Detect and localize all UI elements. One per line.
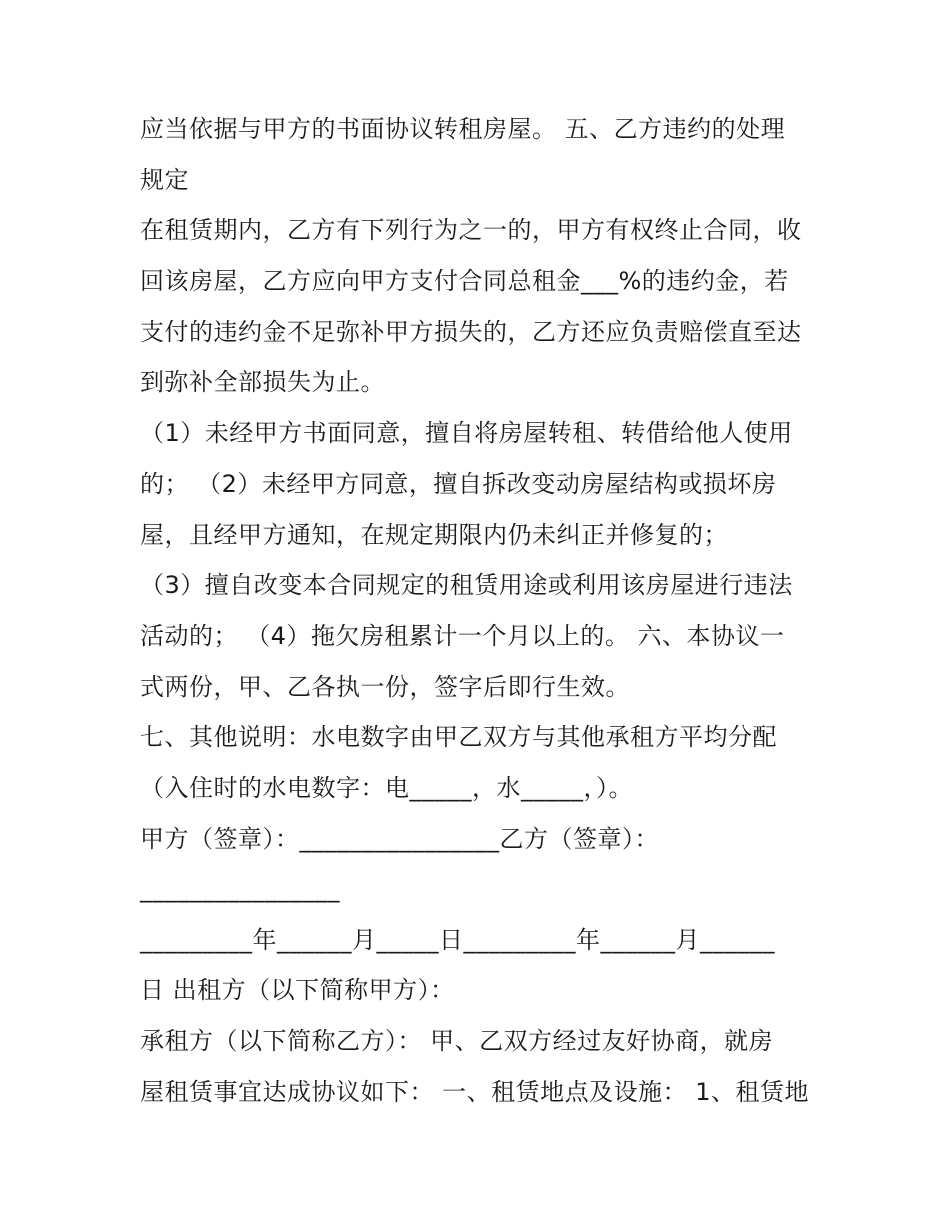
text-line: 承租方（以下简称乙方）： 甲、乙双方经过友好协商，就房 [140,1027,774,1055]
text-line: 的； （2）未经甲方同意，擅自拆改变动房屋结构或损坏房 [140,470,777,498]
text-line: 规定 [140,166,189,194]
text-line: 日 出租方（以下简称甲方）： [140,976,455,1004]
text-line: 屋租赁事宜达成协议如下： 一、租赁地点及设施： 1、租赁地 [140,1078,810,1106]
signature-line: ________________ [140,875,340,903]
text-line: 到弥补全部损失为止。 [140,368,385,396]
text-line: 屋，且经甲方通知，在规定期限内仍未纠正并修复的； [140,521,728,549]
text-line: （3）擅自改变本合同规定的租赁用途或利用该房屋进行违法 [140,571,793,599]
text-line: 回该房屋，乙方应向甲方支付合同总租金___%的违约金，若 [140,267,789,295]
text-line: 七、其他说明：水电数字由甲乙双方与其他承租方平均分配 [140,723,777,751]
text-line: 支付的违约金不足弥补甲方损失的，乙方还应负责赔偿直至达 [140,318,802,346]
text-line: 活动的； （4）拖欠房租累计一个月以上的。 六、本协议一 [140,622,785,650]
date-line: _________年______月_____日_________年______月______ [140,926,775,954]
text-line: 在租赁期内，乙方有下列行为之一的，甲方有权终止合同，收 [140,216,802,244]
text-line: （1）未经甲方书面同意，擅自将房屋转租、转借给他人使用 [140,419,793,447]
text-line: （入住时的水电数字：电_____，水_____，）。 [140,774,633,802]
signature-line: 甲方（签章）：________________乙方（签章）： [140,825,659,853]
text-line: 应当依据与甲方的书面协议转租房屋。 五、乙方违约的处理 [140,115,786,143]
text-line: 式两份，甲、乙各执一份，签字后即行生效。 [140,673,630,701]
